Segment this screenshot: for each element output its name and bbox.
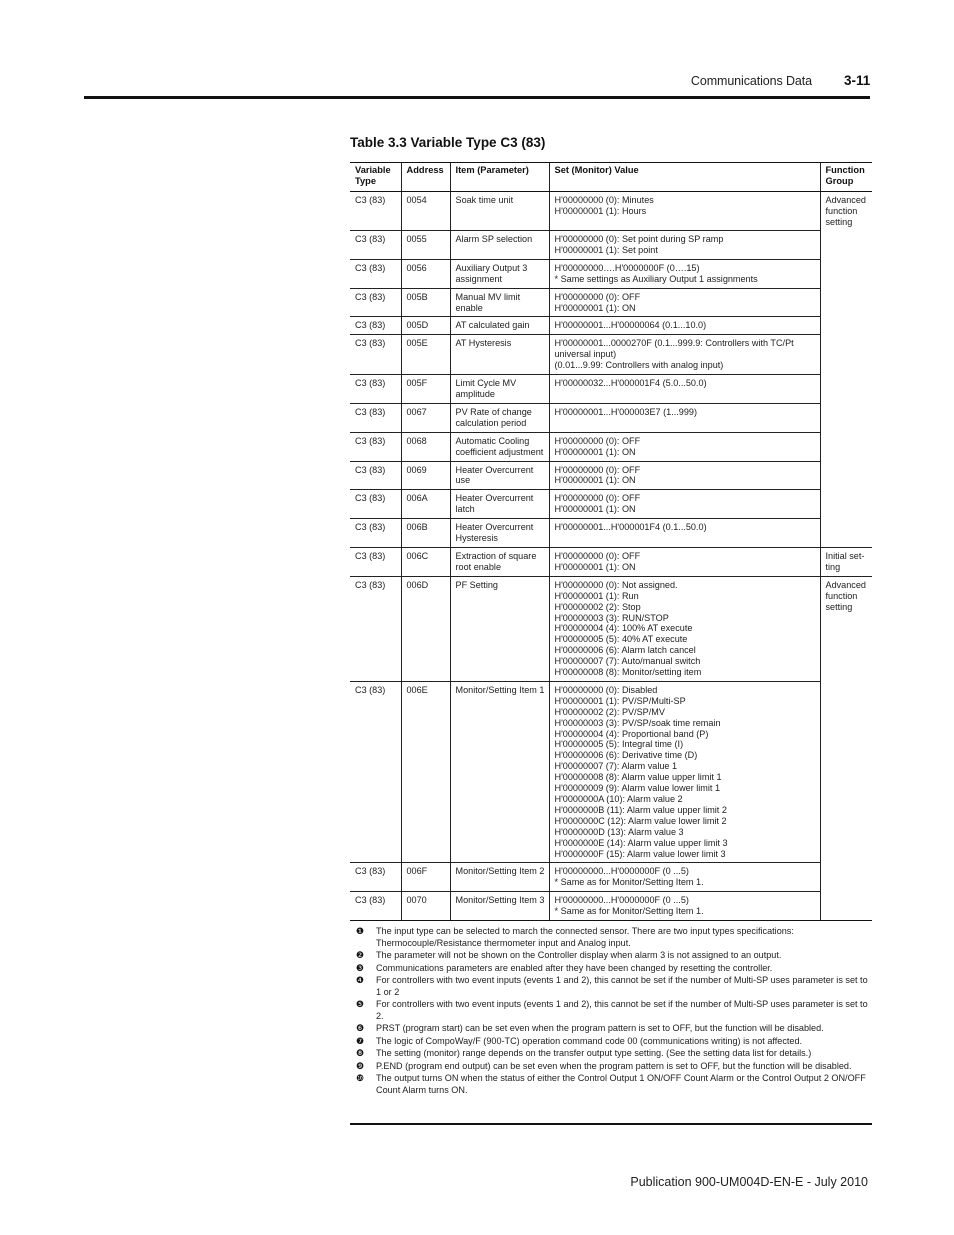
value-cell	[549, 191, 820, 230]
footnote	[356, 1061, 868, 1073]
item-cell: Heater Overcurrent latch	[450, 490, 549, 519]
table-row	[350, 681, 872, 863]
footnote-text: The parameter will not be shown on the Controller display when alarm 3 is not assigned to an output.	[376, 950, 782, 961]
variable-type-cell: C3 (83)	[350, 317, 401, 335]
value-line: H'00000000 (0): Minutes	[554, 194, 654, 205]
address-cell: 005D	[401, 317, 450, 335]
value-line: H'00000003 (3): PV/SP/soak time remain	[554, 717, 721, 728]
address-cell: 005E	[401, 335, 450, 375]
address-cell: 006D	[401, 576, 450, 681]
value-line: H'00000006 (6): Alarm latch cancel	[554, 645, 696, 656]
value-cell	[549, 335, 820, 375]
value-cell	[549, 231, 820, 260]
value-line: universal input)	[554, 349, 617, 360]
table-body	[350, 191, 872, 920]
value-line: H'00000002 (2): PV/SP/MV	[554, 706, 665, 717]
variable-type-cell: C3 (83)	[350, 681, 401, 863]
table-row	[350, 375, 872, 404]
footnote	[356, 999, 868, 1022]
function-group-cell	[820, 403, 872, 432]
function-group-cell	[820, 681, 872, 863]
value-cell	[549, 259, 820, 288]
footnote-marker: ❽	[356, 1048, 365, 1059]
col-header-variable-type: Variable Type	[350, 163, 401, 192]
value-cell	[549, 432, 820, 461]
value-line: H'00000000….H'0000000F (0….15)	[554, 262, 700, 273]
variable-type-cell: C3 (83)	[350, 892, 401, 921]
page-number: 3-11	[844, 73, 871, 88]
address-cell: 0067	[401, 403, 450, 432]
function-group-cell	[820, 335, 872, 375]
value-cell	[549, 576, 820, 681]
value-line: H'00000003 (3): RUN/STOP	[554, 612, 669, 623]
address-cell: 0056	[401, 259, 450, 288]
function-group-cell	[820, 231, 872, 260]
function-group-cell	[820, 892, 872, 921]
function-group-cell	[820, 461, 872, 490]
item-cell: Manual MV limit enable	[450, 288, 549, 317]
value-cell	[549, 461, 820, 490]
footnote-marker: ❿	[356, 1073, 365, 1084]
footnote-text: P.END (program end output) can be set even when the program pattern is set to OFF, but the function will be disabled.	[376, 1060, 852, 1071]
footnote-text: For controllers with two event inputs (events 1 and 2), this cannot be set if the number of Multi-SP uses parameter is set to 1 or 2	[376, 975, 868, 997]
function-group-cell	[820, 288, 872, 317]
variable-type-cell: C3 (83)	[350, 432, 401, 461]
table-row	[350, 863, 872, 892]
item-cell: Alarm SP selection	[450, 231, 549, 260]
value-line: H'00000001...H'000003E7 (1...999)	[554, 406, 698, 417]
footnote-text: The output turns ON when the status of either the Control Output 1 ON/OFF Count Alarm or the Control Output 2 ON/OFF Count Alarm turns ON.	[376, 1073, 866, 1095]
running-header-section: Communications Data	[690, 74, 812, 88]
footnote-text: For controllers with two event inputs (events 1 and 2), this cannot be set if the number of Multi-SP uses parameter is set to 2.	[376, 999, 868, 1021]
value-line: H'00000007 (7): Auto/manual switch	[554, 656, 701, 667]
footnote	[356, 963, 868, 975]
footnote-marker: ❾	[356, 1060, 365, 1071]
value-line: H'00000001 (1): ON	[554, 475, 636, 486]
table-row	[350, 335, 872, 375]
value-line: H'0000000F (15): Alarm value lower limit 3	[554, 848, 726, 859]
address-cell: 005F	[401, 375, 450, 404]
value-cell	[549, 681, 820, 863]
footnote-marker: ❷	[356, 950, 365, 961]
item-cell: Auxiliary Output 3 assignment	[450, 259, 549, 288]
value-line: * Same as for Monitor/Setting Item 1.	[554, 906, 704, 917]
value-line: H'00000006 (6): Derivative time (D)	[554, 750, 698, 761]
address-cell: 005B	[401, 288, 450, 317]
item-cell: PV Rate of change calculation period	[450, 403, 549, 432]
value-line: H'00000001 (1): PV/SP/Multi-SP	[554, 695, 686, 706]
function-group-cell	[820, 432, 872, 461]
value-line: H'00000001 (1): ON	[554, 446, 636, 457]
table-row	[350, 519, 872, 548]
item-cell: PF Setting	[450, 576, 549, 681]
item-cell: Extraction of square root enable	[450, 547, 549, 576]
value-cell	[549, 547, 820, 576]
value-line: H'00000004 (4): 100% AT execute	[554, 623, 693, 634]
table-row	[350, 461, 872, 490]
footnote-text: The setting (monitor) range depends on the transfer output type setting. (See the setting data list for details.)	[376, 1048, 812, 1059]
footnote	[356, 1023, 868, 1035]
address-cell: 0070	[401, 892, 450, 921]
footnote-marker: ❻	[356, 1023, 365, 1034]
variable-type-cell: C3 (83)	[350, 288, 401, 317]
value-line: H'00000001 (1): ON	[554, 504, 636, 515]
header-rule	[84, 96, 870, 99]
variable-type-cell: C3 (83)	[350, 547, 401, 576]
item-cell: Automatic Cooling coefficient adjustment	[450, 432, 549, 461]
bottom-rule	[350, 1123, 872, 1125]
variable-type-cell: C3 (83)	[350, 863, 401, 892]
variable-type-cell: C3 (83)	[350, 191, 401, 230]
footnotes	[356, 926, 868, 1097]
item-cell: Monitor/Setting Item 1	[450, 681, 549, 863]
value-cell	[549, 490, 820, 519]
footnote-text: Communications parameters are enabled after they have been changed by resetting the controller.	[376, 962, 773, 973]
function-group-cell	[820, 863, 872, 892]
value-line: H'00000001 (1): Run	[554, 590, 639, 601]
table-row	[350, 576, 872, 681]
value-line: H'00000000 (0): OFF	[554, 291, 641, 302]
address-cell: 006F	[401, 863, 450, 892]
table-row	[350, 892, 872, 921]
value-line: H'00000001...H'000001F4 (0.1...50.0)	[554, 522, 707, 533]
table-title: Table 3.3 Variable Type C3 (83)	[350, 135, 546, 150]
value-line: H'00000002 (2): Stop	[554, 601, 641, 612]
table-header-row	[350, 163, 872, 192]
value-line: H'00000000 (0): Set point during SP ramp	[554, 234, 724, 245]
value-line: H'0000000D (13): Alarm value 3	[554, 826, 684, 837]
value-line: H'00000000 (0): OFF	[554, 464, 641, 475]
value-line: H'00000009 (9): Alarm value lower limit 1	[554, 783, 720, 794]
value-line: H'00000000 (0): OFF	[554, 493, 641, 504]
footnote-marker: ❺	[356, 999, 365, 1010]
col-header-value: Set (Monitor) Value	[549, 163, 820, 192]
function-group-cell	[820, 490, 872, 519]
footnote	[356, 926, 868, 949]
value-line: H'00000001 (1): ON	[554, 302, 636, 313]
value-line: H'0000000B (11): Alarm value upper limit 2	[554, 804, 727, 815]
address-cell: 006B	[401, 519, 450, 548]
variable-type-cell: C3 (83)	[350, 519, 401, 548]
value-line: H'00000007 (7): Alarm value 1	[554, 761, 678, 772]
value-line: H'00000005 (5): Integral time (I)	[554, 739, 684, 750]
footnote	[356, 1048, 868, 1060]
table-row	[350, 317, 872, 335]
value-cell	[549, 519, 820, 548]
address-cell: 0054	[401, 191, 450, 230]
value-line: H'0000000A (10): Alarm value 2	[554, 794, 683, 804]
value-line: H'0000000C (12): Alarm value lower limit 2	[554, 815, 727, 826]
variable-type-cell: C3 (83)	[350, 576, 401, 681]
variable-type-cell: C3 (83)	[350, 490, 401, 519]
table-row	[350, 403, 872, 432]
value-line: H'0000000E (14): Alarm value upper limit 3	[554, 837, 728, 848]
address-cell: 0068	[401, 432, 450, 461]
function-group-cell	[820, 519, 872, 548]
footnote-text: The logic of CompoWay/F (900-TC) operation command code 00 (communications writing) is not affected.	[376, 1035, 803, 1046]
value-cell	[549, 892, 820, 921]
address-cell: 0069	[401, 461, 450, 490]
address-cell: 006A	[401, 490, 450, 519]
table-row	[350, 547, 872, 576]
function-group-cell	[820, 317, 872, 335]
footnote	[356, 950, 868, 962]
function-group-cell	[820, 259, 872, 288]
value-line: H'00000008 (8): Monitor/setting item	[554, 667, 702, 678]
value-line: H'00000000 (0): Disabled	[554, 684, 658, 695]
value-line: H'00000001...H'00000064 (0.1...10.0)	[554, 320, 707, 331]
variable-type-cell: C3 (83)	[350, 231, 401, 260]
value-line: H'00000004 (4): Proportional band (P)	[554, 728, 709, 739]
footnote-marker: ❸	[356, 962, 365, 973]
function-group-cell: Advanced function setting	[820, 191, 872, 230]
value-line: H'00000000 (0): OFF	[554, 550, 641, 561]
address-cell: 0055	[401, 231, 450, 260]
variable-type-cell: C3 (83)	[350, 461, 401, 490]
footnote	[356, 1073, 868, 1096]
footnote-marker: ❹	[356, 975, 365, 986]
variable-type-cell: C3 (83)	[350, 375, 401, 404]
value-line: H'00000000 (0): OFF	[554, 435, 641, 446]
item-cell: AT calculated gain	[450, 317, 549, 335]
value-cell	[549, 317, 820, 335]
item-cell: Soak time unit	[450, 191, 549, 230]
footnote-marker: ❼	[356, 1035, 365, 1046]
table-row	[350, 490, 872, 519]
footnote-text: PRST (program start) can be set even when the program pattern is set to OFF, but the function will be disabled.	[376, 1023, 824, 1034]
value-line: H'00000000...H'0000000F (0 ...5)	[554, 866, 689, 877]
value-line: H'00000032...H'000001F4 (5.0...50.0)	[554, 378, 707, 389]
table-row	[350, 191, 872, 230]
footnote	[356, 975, 868, 998]
item-cell: Monitor/Setting Item 2	[450, 863, 549, 892]
table-row	[350, 259, 872, 288]
col-header-item: Item (Parameter)	[450, 163, 549, 192]
publication-footer: Publication 900-UM004D-EN-E - July 2010	[630, 1175, 868, 1189]
item-cell: Heater Overcurrent Hysteresis	[450, 519, 549, 548]
function-group-cell: Initial set-ting	[820, 547, 872, 576]
function-group-cell: Advanced function setting	[820, 576, 872, 681]
value-line: H'00000000 (0): Not assigned.	[554, 579, 678, 590]
table-row	[350, 288, 872, 317]
address-cell: 006E	[401, 681, 450, 863]
value-line: * Same settings as Auxiliary Output 1 assignments	[554, 273, 758, 284]
col-header-address: Address	[401, 163, 450, 192]
table-row	[350, 432, 872, 461]
col-header-group: Function Group	[820, 163, 872, 192]
item-cell: Limit Cycle MV amplitude	[450, 375, 549, 404]
footnote-text: The input type can be selected to march the connected sensor. There are two input types specifications: Thermocouple/Resistance thermometer input and Analog input.	[376, 926, 794, 948]
address-cell: 006C	[401, 547, 450, 576]
footnote	[356, 1036, 868, 1048]
value-cell	[549, 403, 820, 432]
variable-type-cell: C3 (83)	[350, 403, 401, 432]
function-group-cell	[820, 375, 872, 404]
item-cell: AT Hysteresis	[450, 335, 549, 375]
table-row	[350, 231, 872, 260]
variable-type-cell: C3 (83)	[350, 335, 401, 375]
value-line: H'00000008 (8): Alarm value upper limit 1	[554, 772, 722, 783]
value-line: H'00000001 (1): Set point	[554, 244, 658, 255]
footnote-marker: ❶	[356, 926, 365, 936]
value-line: H'00000001 (1): Hours	[554, 205, 647, 216]
value-cell	[549, 863, 820, 892]
value-line: H'00000001 (1): ON	[554, 561, 636, 572]
value-line: H'00000001...0000270F (0.1...999.9: Controllers with TC/Pt	[554, 338, 794, 349]
item-cell: Monitor/Setting Item 3	[450, 892, 549, 921]
value-line: H'00000000...H'0000000F (0 ...5)	[554, 895, 689, 906]
item-cell: Heater Overcurrent use	[450, 461, 549, 490]
variable-type-cell: C3 (83)	[350, 259, 401, 288]
value-line: (0.01...9.99: Controllers with analog input)	[554, 360, 724, 371]
value-line: * Same as for Monitor/Setting Item 1.	[554, 877, 704, 888]
value-line: H'00000005 (5): 40% AT execute	[554, 634, 688, 645]
value-cell	[549, 288, 820, 317]
value-cell	[549, 375, 820, 404]
variable-type-table	[350, 162, 872, 921]
